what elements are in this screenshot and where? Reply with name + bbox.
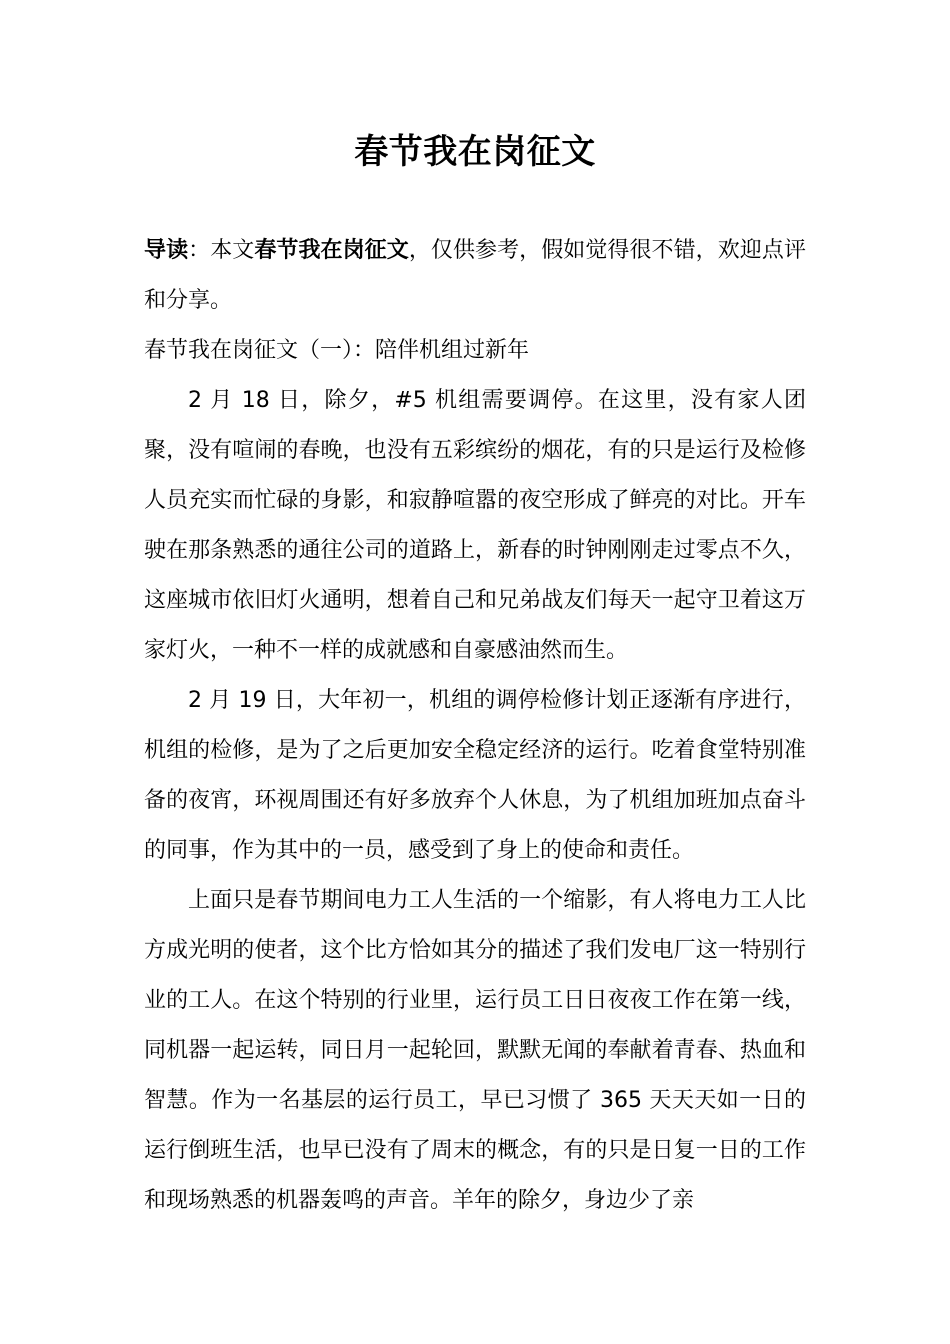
body-paragraph-3: 上面只是春节期间电力工人生活的一个缩影，有人将电力工人比方成光明的使者，这个比方恰如其分的描述了我们发电厂这一特别行业的工人。在这个特别的行业里，运行员工日日夜夜工作在第一线，同机器一起运转，同日月一起轮回，默默无闻的奉献着青春、热血和智慧。作为一名基层的运行员工，早已习惯了 365 天天天如一日的运行倒班生活，也早已没有了周末的概念，有的只是日复一日的工作和现场熟悉的机器轰鸣的声音。羊年的除夕，身边少了亲 (144, 888, 806, 1213)
intro-emphasis: 春节我在岗征文 (254, 238, 409, 263)
section-heading: 春节我在岗征文（一）：陪伴机组过新年 (144, 338, 530, 363)
body-paragraph-1: 2 月 18 日，除夕，#5 机组需要调停。在这里，没有家人团聚，没有喧闹的春晚，也没有五彩缤纷的烟花，有的只是运行及检修人员充实而忙碌的身影，和寂静喧嚣的夜空形成了鲜亮的对比。开车驶在那条熟悉的通往公司的道路上，新春的时钟刚刚走过零点不久，这座城市依旧灯火通明，想着自己和兄弟战友们每天一起守卫着这万家灯火，一种不一样的成就感和自豪感油然而生。 (144, 388, 806, 663)
body-paragraph-2: 2 月 19 日，大年初一，机组的调停检修计划正逐渐有序进行，机组的检修，是为了之后更加安全稳定经济的运行。吃着食堂特别准备的夜宵，环视周围还有好多放弃个人休息，为了机组加班加点奋斗的同事，作为其中的一员，感受到了身上的使命和责任。 (144, 688, 806, 863)
document-body (144, 226, 806, 1226)
intro-suffix: ，仅供参考，假如觉得很不错，欢迎点评和分享。 (144, 238, 806, 313)
intro-paragraph (144, 226, 806, 326)
document-title: 春节我在岗征文 (354, 132, 596, 172)
intro-label: 导读 (144, 238, 189, 263)
intro-prefix: ：本文 (188, 238, 255, 263)
